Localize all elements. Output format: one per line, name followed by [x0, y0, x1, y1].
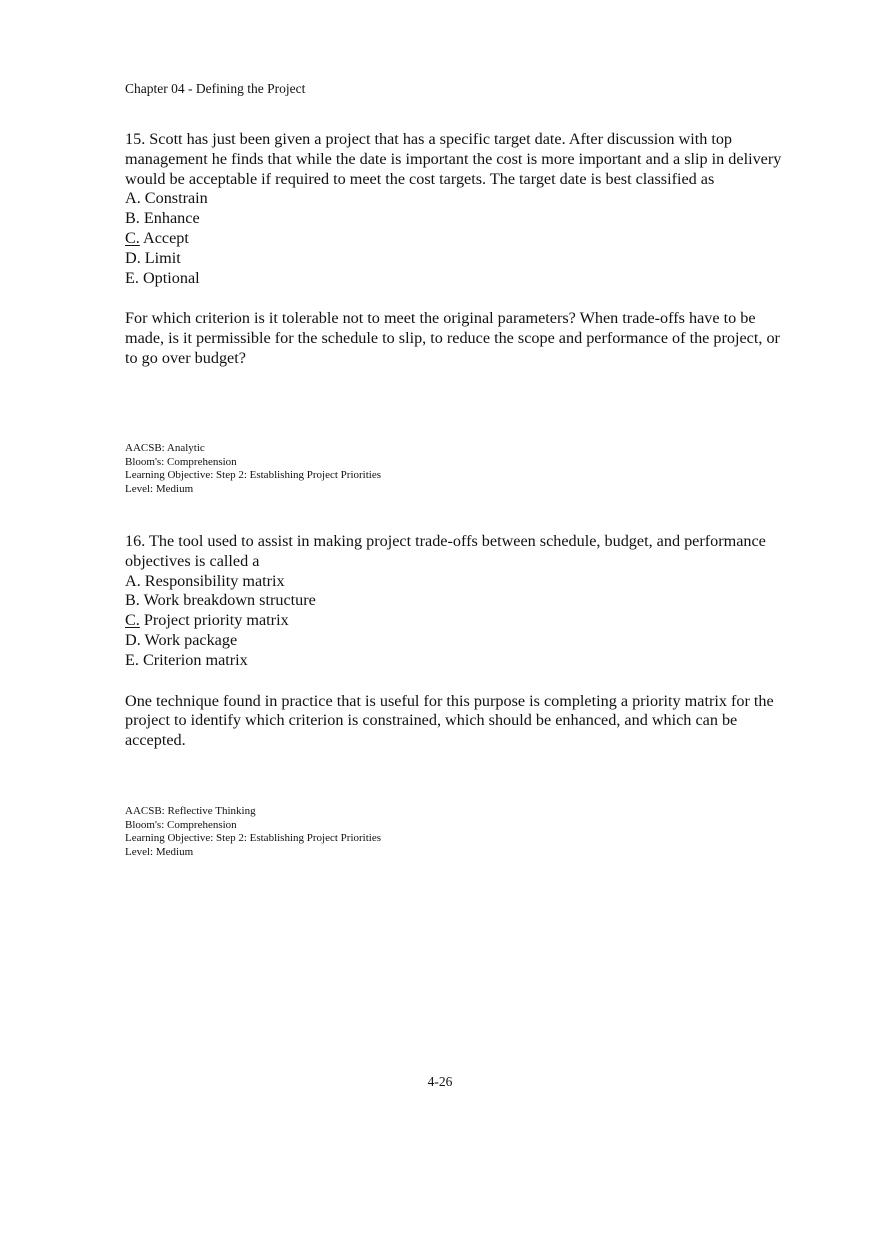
choice-text: Optional: [138, 268, 200, 287]
level-tag: Level: Medium: [125, 482, 194, 495]
choice-d: [125, 631, 785, 651]
choice-letter: E.: [125, 268, 139, 287]
choice-letter: D.: [125, 630, 141, 649]
choice-text: Project priority matrix: [139, 611, 289, 630]
blooms-tag: Bloom's: Comprehension: [125, 455, 237, 468]
choice-c-correct: [125, 611, 785, 631]
choice-letter: B.: [125, 209, 140, 228]
choice-text: Responsibility matrix: [140, 571, 285, 590]
answer-explanation: One technique found in practice that is useful for this purpose is completing a priority matrix for the project to identify which criterion is constrained, which should be enhanced, and which can be accepted.: [125, 691, 774, 750]
question-stem: 16. The tool used to assist in making project trade-offs between schedule, budget, and performance objectives is called a: [125, 532, 766, 570]
choice-d: [125, 249, 785, 269]
choice-letter: B.: [125, 591, 140, 610]
question-16: [125, 532, 785, 751]
choice-text: Constrain: [140, 189, 208, 208]
learning-objective-tag: Learning Objective: Step 2: Establishing Project Priorities: [125, 469, 382, 481]
choice-e: [125, 651, 785, 671]
blooms-tag: Bloom's: Comprehension: [125, 818, 237, 831]
choice-a: [125, 572, 785, 592]
question-15-metadata: [125, 442, 381, 496]
choice-a: [125, 189, 785, 209]
question-15: [125, 130, 785, 369]
choice-e: [125, 269, 785, 289]
choice-letter: A.: [125, 571, 141, 590]
correct-answer-letter: C.: [125, 228, 140, 247]
choice-letter: E.: [125, 650, 139, 669]
level-tag: Level: Medium: [125, 845, 194, 858]
choice-c-correct: [125, 229, 785, 249]
page-number: 4-26: [427, 1074, 453, 1089]
choice-b: [125, 591, 785, 611]
choice-text: Work breakdown structure: [139, 591, 316, 610]
choice-letter: A.: [125, 189, 141, 208]
choice-b: [125, 209, 785, 229]
learning-objective-tag: Learning Objective: Step 2: Establishing Project Priorities: [125, 832, 382, 844]
choice-text: Limit: [140, 248, 181, 267]
answer-explanation: For which criterion is it tolerable not to meet the original parameters? When trade-offs have to be made, is it permissible for the schedule to slip, to reduce the scope and performance of the project, or to go over budget?: [125, 309, 780, 367]
correct-answer-letter: C.: [125, 611, 140, 630]
choice-letter: D.: [125, 248, 141, 267]
aacsb-tag: AACSB: Analytic: [125, 442, 205, 454]
choice-text: Enhance: [139, 209, 200, 228]
aacsb-tag: AACSB: Reflective Thinking: [125, 805, 256, 817]
choice-text: Work package: [140, 630, 238, 649]
choice-text: Criterion matrix: [138, 650, 248, 669]
choice-text: Accept: [139, 228, 189, 247]
chapter-header: Chapter 04 - Defining the Project: [125, 81, 306, 96]
question-stem: 15. Scott has just been given a project that has a specific target date. After discussion with top management he finds that while the date is important the cost is more important and a slip in delivery would be acceptable if required to meet the cost targets. The target date is best classified as: [125, 130, 782, 188]
question-16-metadata: [125, 805, 381, 859]
